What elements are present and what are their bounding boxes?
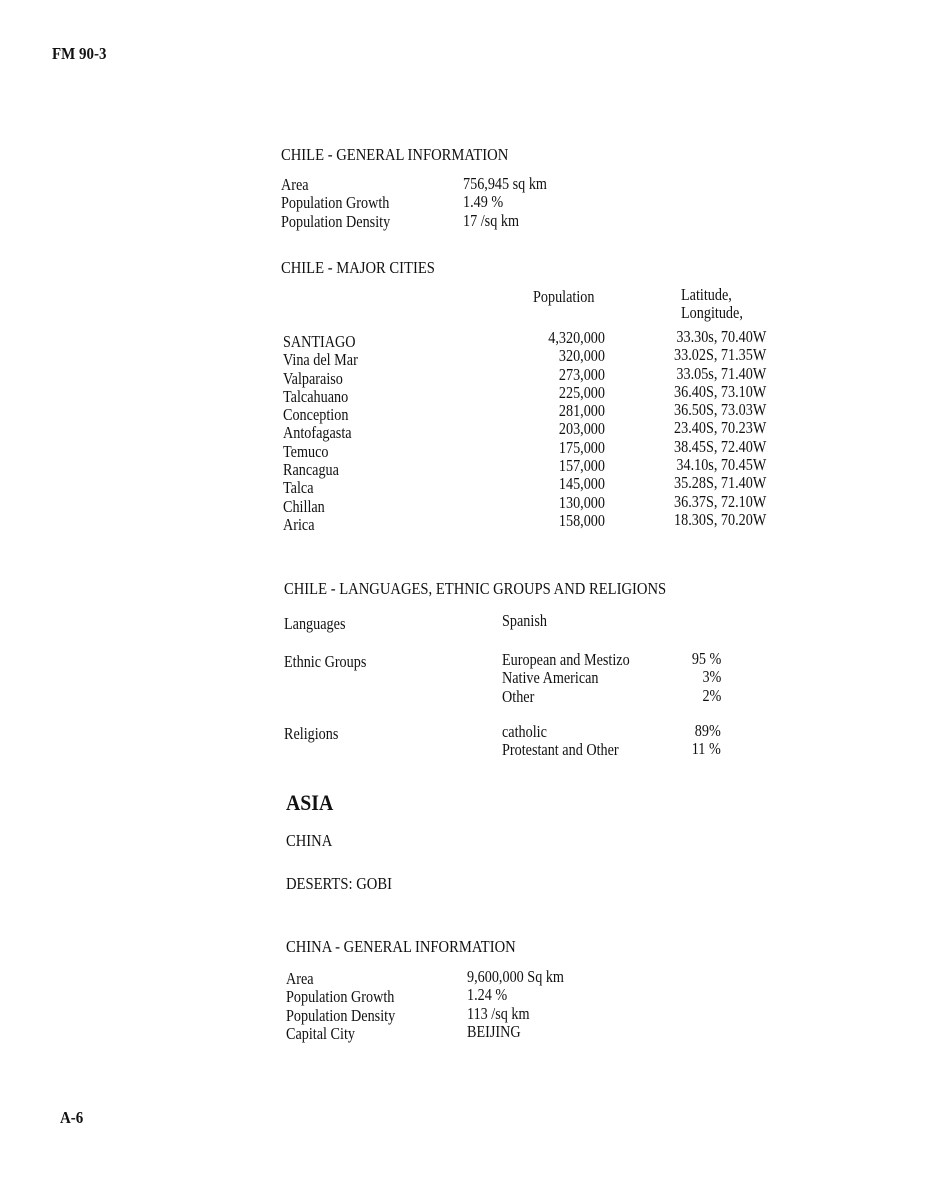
city-name: Valparaiso bbox=[283, 368, 343, 388]
city-population-column bbox=[548, 329, 605, 530]
ethnic-group-pct: 95 % bbox=[691, 649, 721, 668]
china-density-value: 113 /sq km bbox=[467, 1003, 530, 1023]
ethnic-names-column bbox=[502, 651, 630, 706]
religions-label: Religions bbox=[284, 724, 339, 743]
latlong-column-header bbox=[681, 286, 743, 323]
city-population: 157,000 bbox=[558, 456, 605, 476]
chile-density-value: 17 /sq km bbox=[463, 210, 519, 230]
religion-name: Protestant and Other bbox=[502, 740, 619, 760]
city-name: Talca bbox=[283, 478, 314, 498]
ethnic-groups-label: Ethnic Groups bbox=[284, 652, 367, 671]
city-coords: 33.30s, 70.40W bbox=[676, 327, 766, 346]
china-heading: CHINA bbox=[286, 831, 333, 850]
city-name: Temuco bbox=[283, 441, 329, 461]
chile-area-value: 756,945 sq km bbox=[463, 174, 547, 193]
city-population: 273,000 bbox=[558, 364, 605, 384]
document-id: FM 90-3 bbox=[52, 44, 107, 63]
city-coords: 34.10s, 70.45W bbox=[676, 455, 766, 475]
china-general-title: CHINA - GENERAL INFORMATION bbox=[286, 937, 516, 956]
ethnic-group-name: Native American bbox=[502, 668, 599, 688]
chile-growth-label: Population Growth bbox=[281, 193, 390, 213]
religion-pct: 89% bbox=[694, 721, 721, 740]
religion-names-column bbox=[502, 723, 619, 760]
city-population: 175,000 bbox=[558, 437, 605, 457]
city-coords: 36.50S, 73.03W bbox=[673, 400, 766, 420]
city-name: SANTIAGO bbox=[283, 332, 356, 351]
city-names-column bbox=[283, 333, 358, 534]
chile-area-label: Area bbox=[281, 175, 309, 194]
city-population: 281,000 bbox=[558, 401, 605, 421]
city-name: Antofagasta bbox=[283, 423, 352, 443]
religion-pct-column bbox=[692, 722, 721, 759]
deserts-line: DESERTS: GOBI bbox=[286, 874, 392, 893]
city-coords: 33.02S, 71.35W bbox=[673, 345, 766, 365]
ethnic-group-name: European and Mestizo bbox=[502, 650, 630, 669]
china-general-labels bbox=[286, 970, 395, 1043]
city-name: Chillan bbox=[283, 496, 325, 516]
religion-name: catholic bbox=[502, 722, 547, 741]
city-population: 145,000 bbox=[558, 474, 605, 494]
china-growth-value: 1.24 % bbox=[467, 985, 508, 1005]
asia-heading: ASIA bbox=[286, 790, 334, 815]
city-coords: 23.40S, 70.23W bbox=[673, 418, 766, 438]
china-capital-label: Capital City bbox=[286, 1023, 355, 1043]
china-area-value: 9,600,000 Sq km bbox=[467, 967, 564, 986]
page-number: A-6 bbox=[60, 1108, 84, 1127]
chile-general-labels bbox=[281, 176, 390, 231]
city-population: 4,320,000 bbox=[548, 328, 605, 347]
china-density-label: Population Density bbox=[286, 1005, 396, 1025]
china-general-values bbox=[467, 968, 564, 1041]
languages-value: Spanish bbox=[502, 611, 547, 630]
ethnic-group-name: Other bbox=[502, 686, 535, 706]
city-population: 320,000 bbox=[558, 346, 605, 366]
city-population: 130,000 bbox=[558, 492, 605, 512]
ethnic-group-pct: 2% bbox=[702, 685, 721, 705]
city-coords: 33.05s, 71.40W bbox=[676, 363, 766, 383]
chile-density-label: Population Density bbox=[281, 211, 391, 231]
chile-cities-title: CHILE - MAJOR CITIES bbox=[281, 258, 435, 277]
latitude-header: Latitude, bbox=[681, 285, 732, 304]
city-population: 203,000 bbox=[558, 419, 605, 439]
city-coords: 35.28S, 71.40W bbox=[673, 473, 766, 493]
city-population: 158,000 bbox=[558, 510, 605, 530]
chile-growth-value: 1.49 % bbox=[463, 192, 504, 212]
city-coords: 18.30S, 70.20W bbox=[673, 509, 766, 529]
china-growth-label: Population Growth bbox=[286, 987, 395, 1007]
ethnic-group-pct: 3% bbox=[702, 667, 721, 687]
city-coords-column bbox=[674, 328, 766, 529]
city-name: Arica bbox=[283, 514, 315, 534]
chile-general-title: CHILE - GENERAL INFORMATION bbox=[281, 145, 509, 164]
ethnic-pct-column bbox=[691, 650, 721, 705]
city-name: Conception bbox=[283, 405, 349, 425]
population-column-header: Population bbox=[533, 287, 595, 306]
city-population: 225,000 bbox=[558, 382, 605, 402]
religion-pct: 11 % bbox=[691, 739, 721, 759]
longitude-header: Longitude, bbox=[681, 303, 743, 323]
chile-lang-title: CHILE - LANGUAGES, ETHNIC GROUPS AND RELIGIONS bbox=[284, 579, 667, 598]
city-name: Vina del Mar bbox=[283, 350, 358, 370]
city-coords: 38.45S, 72.40W bbox=[673, 436, 766, 456]
city-name: Talcahuano bbox=[283, 386, 349, 406]
languages-label: Languages bbox=[284, 614, 346, 633]
china-capital-value: BEIJING bbox=[467, 1021, 521, 1041]
china-area-label: Area bbox=[286, 969, 314, 988]
city-coords: 36.37S, 72.10W bbox=[673, 491, 766, 511]
city-name: Rancagua bbox=[283, 460, 339, 480]
chile-general-values bbox=[463, 175, 547, 230]
city-coords: 36.40S, 73.10W bbox=[673, 381, 766, 401]
